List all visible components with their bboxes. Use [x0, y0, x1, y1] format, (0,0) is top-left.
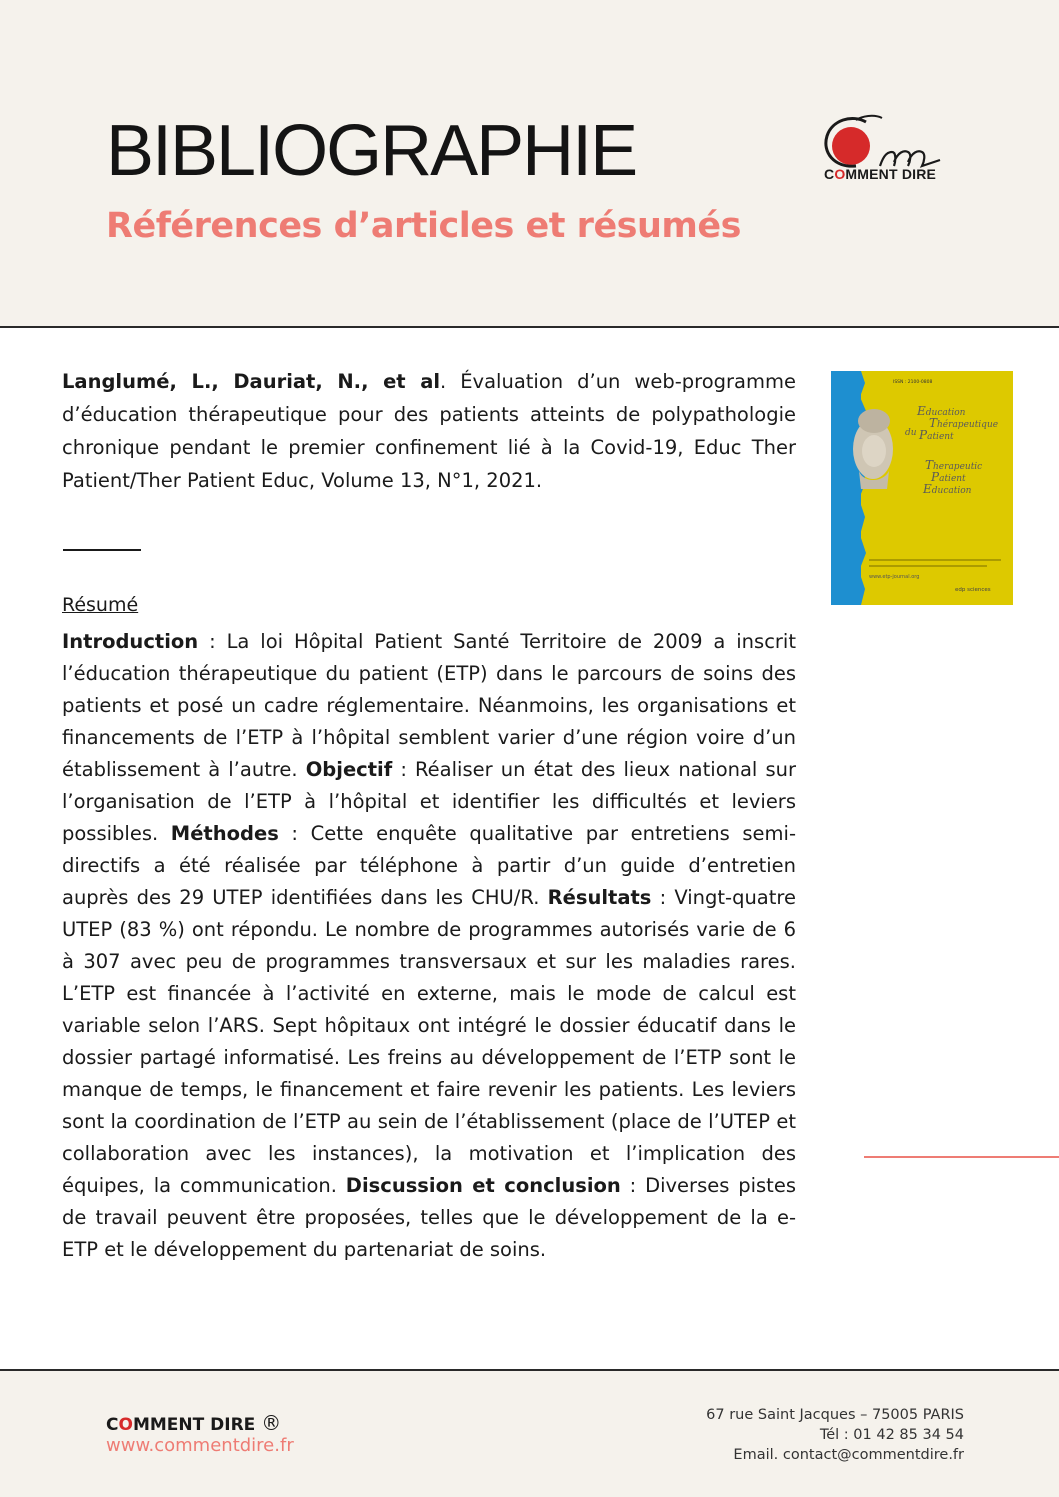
- page-subtitle: Références d’articles et résumés: [106, 206, 741, 246]
- heading-introduction: Introduction: [62, 630, 199, 653]
- cover-issn: ISSN : 2100-0808: [893, 380, 933, 385]
- svg-text:Education: Education: [923, 482, 972, 496]
- article-citation: [62, 365, 796, 497]
- svg-text:Education: Education: [917, 404, 966, 418]
- cover-title-fr-2: hérapeutique: [937, 420, 999, 430]
- page-title: BIBLIOGRAPHIE: [106, 111, 637, 191]
- cover-publisher: edp sciences: [955, 587, 991, 593]
- section-divider: [63, 549, 141, 551]
- svg-text:Patient: Patient: [919, 428, 954, 442]
- heading-methodes: Méthodes: [170, 822, 279, 845]
- cover-title-en-3: ducation: [931, 486, 972, 496]
- footer-band: [0, 1369, 1059, 1497]
- cover-website: www.etp-journal.org: [869, 574, 920, 580]
- citation-authors: Langlumé, L., Dauriat, N., et al: [62, 370, 441, 393]
- phone: Tél : 01 42 85 34 54: [819, 1427, 964, 1443]
- website-link[interactable]: www.commentdire.fr: [106, 1435, 294, 1456]
- cover-title-en-2: atient: [939, 474, 966, 484]
- citation-text: . Évaluation d’un web-programme d’éducation thérapeutique pour des patients atteints de polypathologie chronique pendant le premier confinement lié à la Covid-19, Educ Ther Patient/Ther Patient Educ, Volume 13, N°1, 2021.: [62, 370, 796, 492]
- journal-cover-image: [831, 371, 1013, 605]
- header-band: [0, 0, 1059, 328]
- address: 67 rue Saint Jacques – 75005 PARIS: [706, 1407, 964, 1423]
- cover-title-fr-4: atient: [927, 432, 954, 442]
- accent-divider: [864, 1156, 1059, 1158]
- cover-title-fr-3: du: [905, 428, 917, 438]
- svg-text:Therapeutic: Therapeutic: [925, 458, 983, 472]
- heading-objectif: Objectif: [305, 758, 393, 781]
- cover-title-fr-1: ducation: [925, 408, 966, 418]
- contact-block: [706, 1405, 964, 1465]
- cover-title-en-1: herapeutic: [933, 462, 983, 472]
- heading-resultats: Résultats: [547, 886, 652, 909]
- svg-text:Thérapeutique: Thérapeutique: [929, 416, 999, 430]
- heading-discussion: Discussion et conclusion: [345, 1174, 621, 1197]
- footer-brand: COMMENT DIRE ®: [106, 1411, 282, 1435]
- svg-text:du: [905, 428, 917, 438]
- email[interactable]: Email. contact@commentdire.fr: [733, 1447, 964, 1463]
- logo-brand-text: COMMENT DIRE: [824, 166, 937, 182]
- resume-heading: Résumé: [62, 594, 139, 616]
- registered-icon: ®: [261, 1411, 282, 1435]
- abstract-text: Introduction : La loi Hôpital Patient Santé Territoire de 2009 a inscrit l’éducation thérapeutique du patient (ETP) dans le parcours de soins des patients et posé un cadre réglementaire. Néanmoins, les organisations et financements de l’ETP à l’hôpital semblent varier d’une région voire d’un établissement à l’autre. Objectif : Réaliser un état des lieux national sur l’organisation de l’ETP à l’hôpital et identifier les difficultés et leviers possibles. Méthodes : Cette enquête qualitative par entretiens semi-directifs a été réalisée par téléphone à partir d’un guide d’entretien auprès des 29 UTEP identifiées dans les CHU/R. Résultats : Vingt-quatre UTEP (83 %) ont répondu. Le nombre de programmes autorisés varie de 6 à 307 avec peu de programmes transversaux et sur les maladies rares. L’ETP est financée à l’activité en externe, mais le mode de calcul est variable selon l’ARS. Sept hôpitaux ont intégré le dossier éducatif dans le dossier partagé informatisé. Les freins au développement de l’ETP sont le manque de temps, le financement et faire revenir les patients. Les leviers sont la coordination de l’ETP au sein de l’établissement (place de l’UTEP et collaboration avec les instances), la motivation et l’implication des équipes, la communication. Discussion et conclusion : Diverses pistes de travail peuvent être proposées, telles que le développement de la e-ETP et le développement du partenariat de soins.: [62, 630, 796, 1261]
- svg-text:Patient: Patient: [931, 470, 966, 484]
